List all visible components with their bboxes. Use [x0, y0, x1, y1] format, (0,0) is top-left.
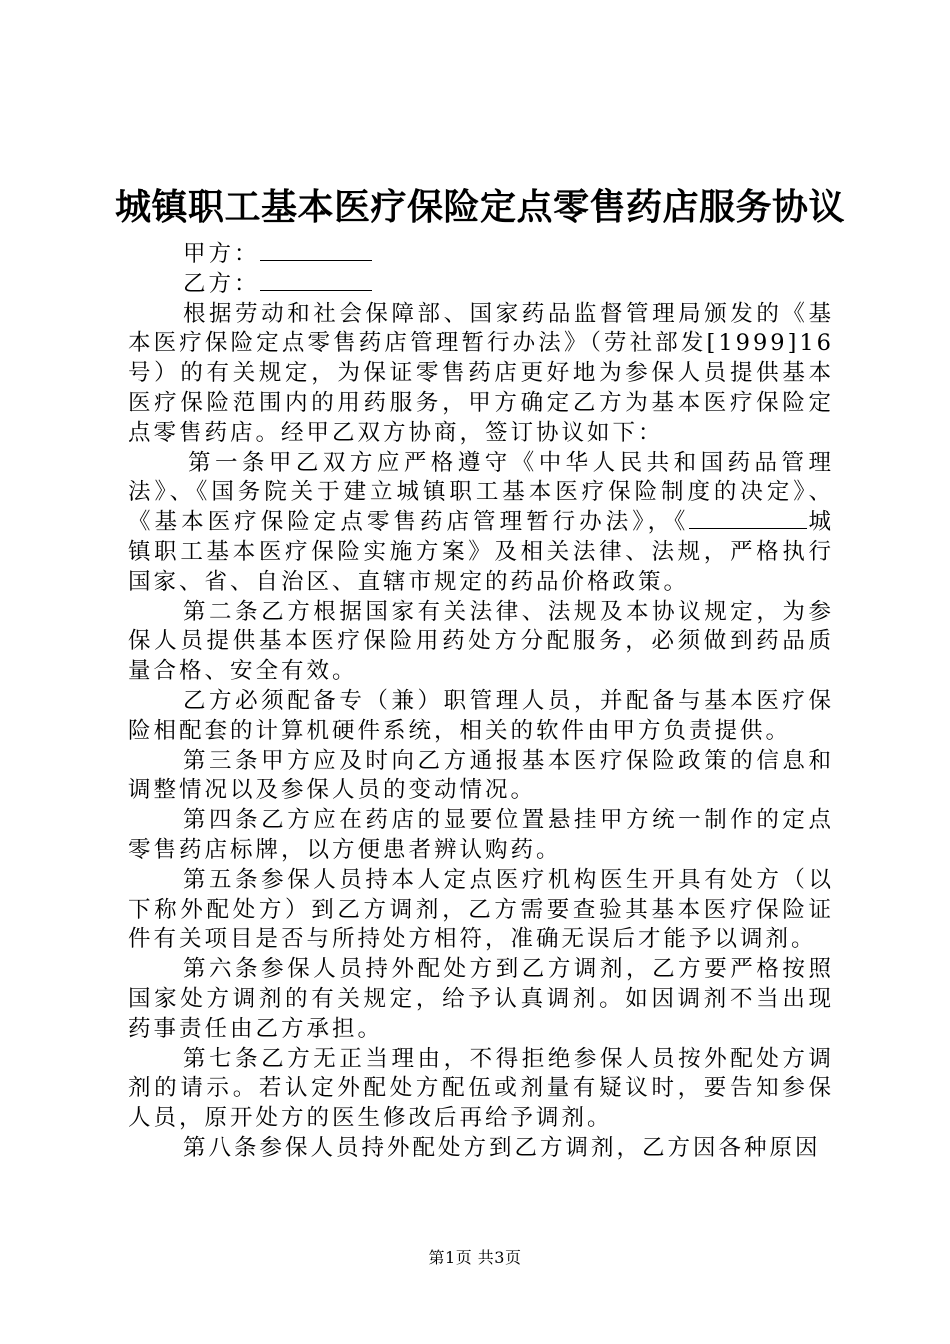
- article-6-paragraph: 第六条参保人员持外配处方到乙方调剂，乙方要严格按照国家处方调剂的有关规定，给予认真调剂。如因调剂不当出现药事责任由乙方承担。: [128, 956, 834, 1042]
- party-a-blank: [260, 240, 372, 261]
- party-b-label: 乙方：: [183, 270, 260, 297]
- document-title: 城镇职工基本医疗保险定点零售药店服务协议: [114, 187, 845, 228]
- page-number-footer: 第1页 共3页: [428, 1248, 522, 1267]
- party-a-label: 甲方：: [183, 241, 260, 267]
- document-body: [128, 240, 834, 1164]
- article-1-text-a: 第一条甲乙双方应严格遵守《中华人民共和国药品管理法》、《国务院关于建立城镇职工基本医疗保险制度的决定》、《基本医疗保险定点零售药店管理暂行办法》，《: [128, 449, 834, 536]
- party-b-line: [128, 270, 834, 300]
- article-3-paragraph: 第三条甲方应及时向乙方通报基本医疗保险政策的信息和调整情况以及参保人员的变动情况。: [128, 747, 834, 804]
- article-7-paragraph: 第七条乙方无正当理由，不得拒绝参保人员按外配处方调剂的请示。若认定外配处方配伍或剂量有疑议时，要告知参保人员，原开处方的医生修改后再给予调剂。: [128, 1045, 834, 1132]
- party-a-line: [128, 240, 834, 270]
- article-1-paragraph: [128, 449, 834, 598]
- article-1-text-b: 城镇职工基本医疗保险实施方案》及相关法律、法规，严格执行国家、省、自治区、直辖市规定的药品价格政策。: [128, 509, 834, 595]
- article-5-paragraph: 第五条参保人员持本人定点医疗机构医生开具有处方（以下称外配处方）到乙方调剂，乙方需要查验其基本医疗保险证件有关项目是否与所持处方相符，准确无误后才能予以调剂。: [128, 866, 834, 953]
- article-4-paragraph: 第四条乙方应在药店的显要位置悬挂甲方统一制作的定点零售药店标牌，以方便患者辨认购药。: [128, 807, 834, 863]
- intro-paragraph: 根据劳动和社会保障部、国家药品监督管理局颁发的《基本医疗保险定点零售药店管理暂行办法》（劳社部发[1999]16号）的有关规定，为保证零售药店更好地为参保人员提供基本医疗保险范围内的用药服务，甲方确定乙方为基本医疗保险定点零售药店。经甲乙双方协商，签订协议如下：: [128, 300, 834, 446]
- article-2-supplement-paragraph: 乙方必须配备专（兼）职管理人员，并配备与基本医疗保险相配套的计算机硬件系统，相关的软件由甲方负责提供。: [128, 687, 834, 744]
- party-b-blank: [260, 270, 372, 291]
- article-1-blank: [689, 508, 807, 529]
- article-8-paragraph: 第八条参保人员持外配处方到乙方调剂，乙方因各种原因: [183, 1134, 821, 1161]
- article-2-paragraph: 第二条乙方根据国家有关法律、法规及本协议规定，为参保人员提供基本医疗保险用药处方分配服务，必须做到药品质量合格、安全有效。: [128, 598, 834, 685]
